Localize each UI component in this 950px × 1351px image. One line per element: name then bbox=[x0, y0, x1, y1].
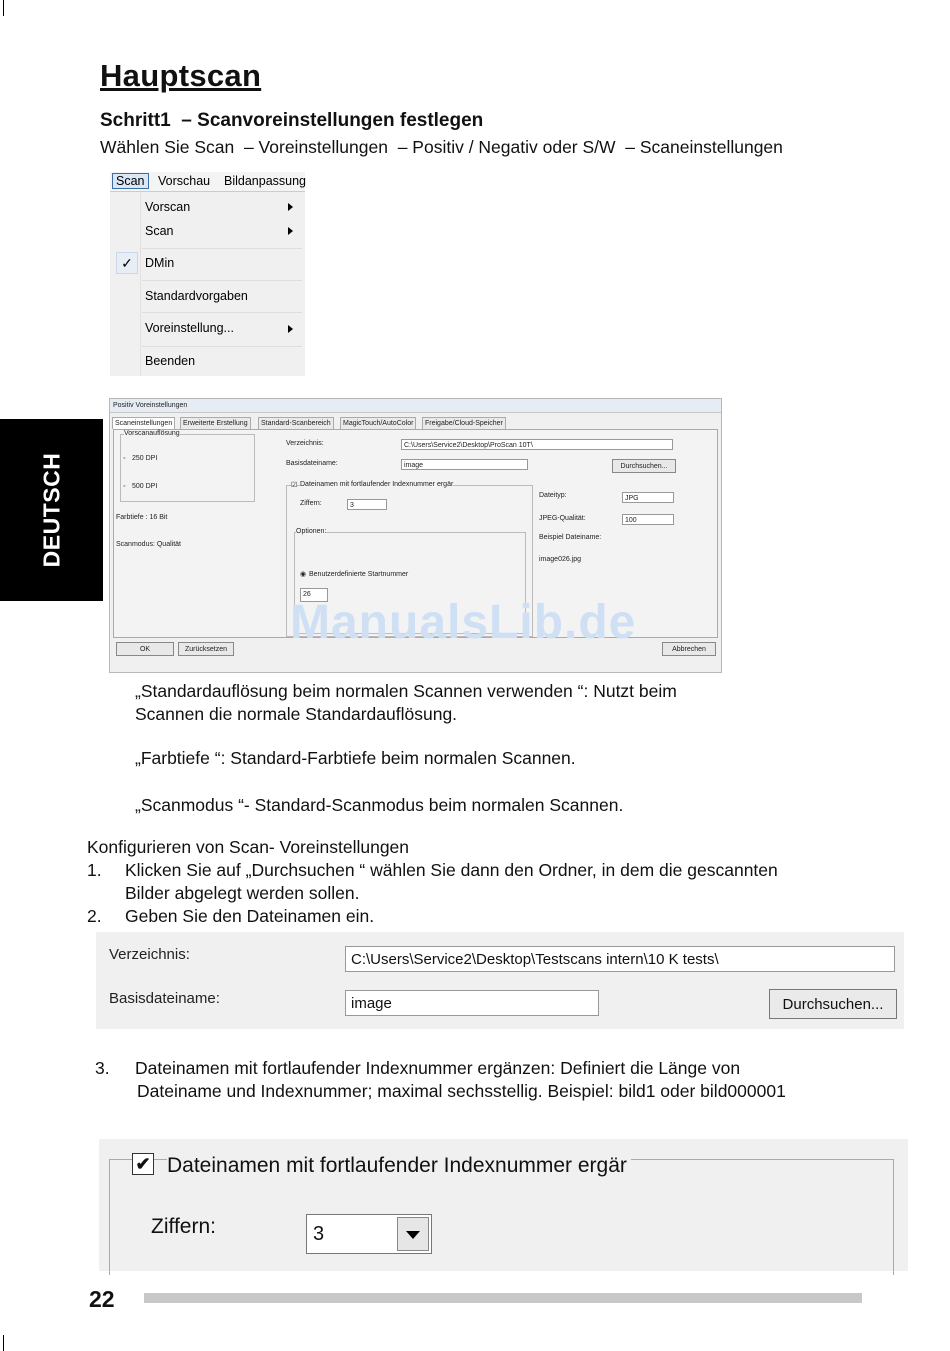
dropdown-button[interactable] bbox=[397, 1217, 429, 1251]
base-shot-input[interactable]: image bbox=[345, 990, 599, 1016]
menu-bar-vorschau[interactable]: Vorschau bbox=[158, 174, 211, 188]
language-label: DEUTSCH bbox=[38, 452, 64, 568]
digits-label: Ziffern: bbox=[300, 500, 322, 507]
step1-line2: Bilder abgelegt werden sollen. bbox=[125, 883, 360, 903]
step-heading: Schritt1 – Scanvoreinstellungen festlegen bbox=[100, 110, 484, 131]
tab-erweiterte-erstellung[interactable]: Erweiterte Erstellung bbox=[180, 417, 251, 429]
config-heading: Konfigurieren von Scan- Voreinstellungen bbox=[87, 837, 410, 857]
radio-icon[interactable]: ◦ bbox=[123, 483, 126, 490]
tab-standard-scanbereich[interactable]: Standard-Scanbereich bbox=[258, 417, 334, 429]
page-title: Hauptscan bbox=[100, 58, 262, 93]
menu-bar bbox=[110, 172, 305, 192]
page-number: 22 bbox=[89, 1286, 115, 1312]
step3-line2: Dateiname und Indexnummer; maximal sechsstellig. Beispiel: bild1 oder bild000001 bbox=[137, 1081, 786, 1101]
paragraph-resolution-1: „Standardauflösung beim normalen Scannen verwenden “: Nutzt beim bbox=[135, 681, 677, 701]
paragraph-color-depth: „Farbtiefe “: Standard-Farbtiefe beim normalen Scannen. bbox=[135, 748, 576, 768]
menu-bar-scan[interactable]: Scan bbox=[112, 173, 149, 189]
radio-icon[interactable]: ◉ bbox=[300, 571, 307, 578]
filetype-select[interactable]: JPG bbox=[622, 492, 674, 503]
intro-line: Wählen Sie Scan – Voreinstellungen – Positiv / Negativ oder S/W – Scaneinstellungen bbox=[100, 137, 783, 157]
dialog-titlebar bbox=[110, 399, 721, 413]
base-name-label: Basisdateiname: bbox=[286, 460, 338, 467]
watermark: ManualsLib.de bbox=[290, 596, 637, 649]
menu-bar-bildanpassung[interactable]: Bildanpassung bbox=[224, 174, 307, 188]
menu-item-voreinstellung[interactable]: Voreinstellung... bbox=[145, 321, 234, 335]
color-depth-text: Farbtiefe : 16 Bit bbox=[116, 514, 168, 521]
tab-magictouch[interactable]: MagicTouch/AutoColor bbox=[340, 417, 416, 429]
crop-mark-top bbox=[3, 0, 4, 16]
paragraph-resolution-2: Scannen die normale Standardauflösung. bbox=[135, 704, 458, 724]
step1-line1: Klicken Sie auf „Durchsuchen “ wählen Sie dann den Ordner, in dem die gescannten bbox=[125, 860, 778, 880]
step3-number: 3. bbox=[95, 1058, 110, 1078]
base-name-input[interactable]: image bbox=[401, 459, 528, 470]
radio-icon[interactable]: ◦ bbox=[123, 455, 126, 462]
menu-item-vorscan[interactable]: Vorscan bbox=[145, 200, 191, 214]
dir-shot-input[interactable]: C:\Users\Service2\Desktop\Testscans intern\10 K tests\ bbox=[345, 946, 895, 972]
footer-bar bbox=[144, 1293, 862, 1303]
menu-separator bbox=[142, 346, 302, 347]
digits-select-large[interactable] bbox=[306, 1214, 432, 1254]
menu-separator bbox=[142, 312, 302, 313]
jpeg-quality-select[interactable]: 100 bbox=[622, 514, 674, 525]
dir-shot-label: Verzeichnis: bbox=[109, 946, 190, 963]
scan-menu-screenshot bbox=[110, 172, 305, 376]
browse-button[interactable]: Durchsuchen... bbox=[612, 459, 676, 473]
paragraph-scan-mode: „Scanmodus “- Standard-Scanmodus beim normalen Scannen. bbox=[135, 795, 624, 815]
menu-item-standardvorgaben[interactable]: Standardvorgaben bbox=[145, 289, 248, 303]
base-shot-label: Basisdateiname: bbox=[109, 990, 220, 1007]
scan-mode-text: Scanmodus: Qualität bbox=[116, 541, 181, 548]
ok-button[interactable]: OK bbox=[116, 642, 174, 656]
index-checkbox-label: Dateinamen mit fortlaufender Indexnummer ergär bbox=[300, 481, 454, 488]
jpeg-quality-label: JPEG-Qualität: bbox=[539, 515, 586, 522]
dir-label: Verzeichnis: bbox=[286, 440, 324, 447]
menu-separator bbox=[142, 248, 302, 249]
crop-mark-bottom bbox=[3, 1335, 4, 1351]
language-side-tab bbox=[0, 419, 103, 601]
step1-number: 1. bbox=[87, 860, 102, 880]
radio-250-label: 250 DPI bbox=[132, 455, 158, 462]
step2-text: Geben Sie den Dateinamen ein. bbox=[125, 906, 375, 926]
menu-gutter bbox=[140, 192, 141, 376]
digits-label-large: Ziffern: bbox=[151, 1215, 216, 1238]
submenu-arrow-icon bbox=[288, 325, 293, 333]
browse-shot-button[interactable]: Durchsuchen... bbox=[769, 989, 897, 1019]
tab-freigabe[interactable]: Freigabe/Cloud-Speicher bbox=[422, 417, 506, 429]
menu-item-scan[interactable]: Scan bbox=[145, 224, 174, 238]
submenu-arrow-icon bbox=[288, 227, 293, 235]
submenu-arrow-icon bbox=[288, 203, 293, 211]
checkmark-icon: ✓ bbox=[116, 252, 138, 274]
index-checkbox-large[interactable]: ✔ bbox=[132, 1153, 154, 1175]
step2-number: 2. bbox=[87, 906, 102, 926]
index-checkbox-screenshot bbox=[99, 1139, 908, 1271]
reset-button[interactable]: Zurücksetzen bbox=[178, 642, 234, 656]
directory-screenshot bbox=[96, 932, 904, 1029]
options-label: Optionen: bbox=[296, 528, 327, 535]
menu-item-dmin[interactable]: DMin bbox=[145, 256, 175, 270]
chevron-down-icon bbox=[406, 1231, 420, 1239]
resolution-group-label: Vorscanauflösung bbox=[124, 430, 180, 437]
index-checkbox-caption: Dateinamen mit fortlaufender Indexnummer ergär bbox=[167, 1154, 631, 1178]
menu-item-beenden[interactable]: Beenden bbox=[145, 354, 196, 368]
resolution-group bbox=[120, 434, 255, 502]
step3-line1: Dateinamen mit fortlaufender Indexnummer ergänzen: Definiert die Länge von bbox=[135, 1058, 741, 1078]
filetype-label: Dateityp: bbox=[539, 492, 567, 499]
example-value: image026.jpg bbox=[539, 556, 582, 563]
digits-select[interactable]: 3 bbox=[347, 499, 387, 510]
dialog-title: Positiv Voreinstellungen bbox=[113, 402, 188, 409]
digits-select-value: 3 bbox=[313, 1223, 325, 1245]
cancel-button[interactable]: Abbrechen bbox=[662, 642, 716, 656]
dir-input[interactable]: C:\Users\Service2\Desktop\ProScan 10T\ bbox=[401, 439, 673, 450]
start-number-input[interactable]: 26 bbox=[300, 588, 328, 602]
example-label: Beispiel Dateiname: bbox=[539, 534, 602, 541]
menu-separator bbox=[142, 280, 302, 281]
radio-500-label: 500 DPI bbox=[132, 483, 158, 490]
tab-scaneinstellungen[interactable]: Scaneinstellungen bbox=[112, 417, 175, 429]
index-checkbox[interactable]: ☑ bbox=[291, 482, 298, 489]
custom-start-label: Benutzerdefinierte Startnummer bbox=[309, 571, 409, 578]
